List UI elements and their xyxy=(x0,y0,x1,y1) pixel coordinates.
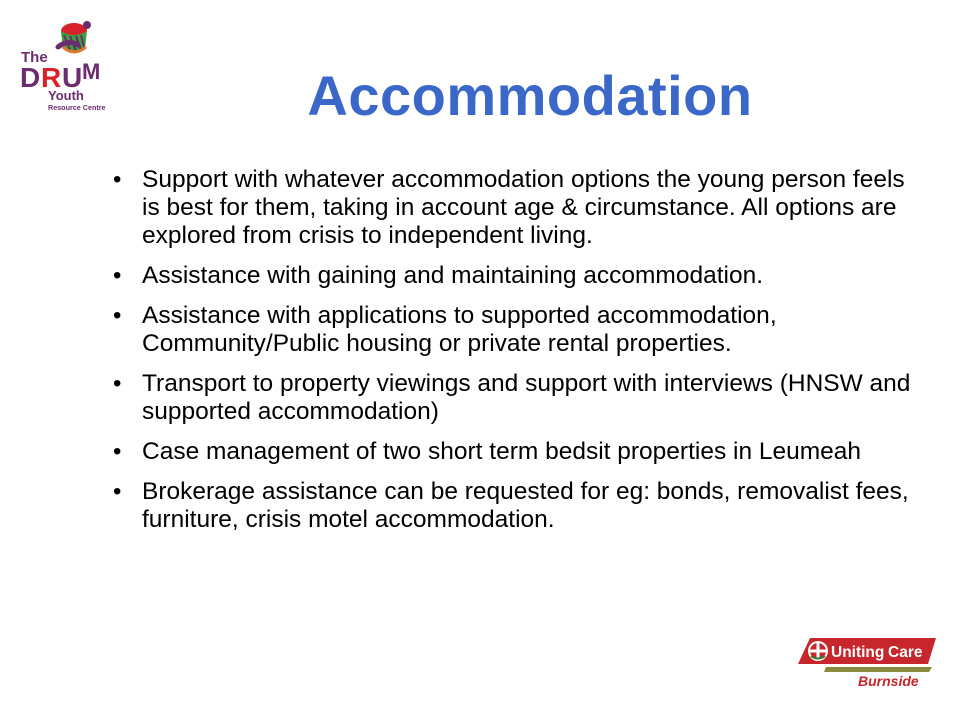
bullet-marker: • xyxy=(113,370,122,397)
unitingcare-burnside-logo xyxy=(796,634,942,690)
bullet-text: Case management of two short term bedsit properties in Leumeah xyxy=(142,438,862,465)
bullet-item xyxy=(113,166,913,250)
svg-text:Care: Care xyxy=(888,644,923,661)
bullet-text: Transport to property viewings and support with interviews (HNSW and supported accommodation) xyxy=(142,370,911,425)
svg-text:D: D xyxy=(20,62,41,93)
bullet-item xyxy=(113,438,913,466)
bullet-item xyxy=(113,478,913,534)
bullet-list xyxy=(113,166,913,546)
bullet-text: Assistance with gaining and maintaining accommodation. xyxy=(142,262,764,289)
slide-title: Accommodation xyxy=(307,64,753,127)
bullet-text: Brokerage assistance can be requested for eg: bonds, removalist fees, furniture, crisis motel accommodation. xyxy=(142,478,909,533)
svg-text:The: The xyxy=(21,49,48,66)
bullet-text: Support with whatever accommodation options the young person feels is best for them, taking in account age & circumstance. All options are explored from crisis to independent living. xyxy=(142,166,905,249)
bullet-marker: • xyxy=(113,166,122,193)
bullet-item xyxy=(113,262,913,290)
bullet-marker: • xyxy=(113,438,122,465)
drum-youth-resource-centre-logo xyxy=(18,17,132,113)
svg-text:Resource Centre: Resource Centre xyxy=(48,103,106,112)
bullet-item xyxy=(113,370,913,426)
svg-text:R: R xyxy=(41,62,62,93)
svg-text:M: M xyxy=(82,59,101,84)
svg-text:Youth: Youth xyxy=(48,88,84,103)
bullet-marker: • xyxy=(113,262,122,289)
svg-text:Burnside: Burnside xyxy=(858,673,919,689)
svg-text:Uniting: Uniting xyxy=(831,644,885,661)
svg-text:U: U xyxy=(62,62,83,93)
bullet-marker: • xyxy=(113,302,122,329)
bullet-text: Assistance with applications to supported accommodation, Community/Public housing or private rental properties. xyxy=(142,302,777,357)
unitingcare-emblem-icon xyxy=(808,641,828,661)
bullet-item xyxy=(113,302,913,358)
bullet-marker: • xyxy=(113,478,122,505)
drum-icon xyxy=(58,21,91,52)
